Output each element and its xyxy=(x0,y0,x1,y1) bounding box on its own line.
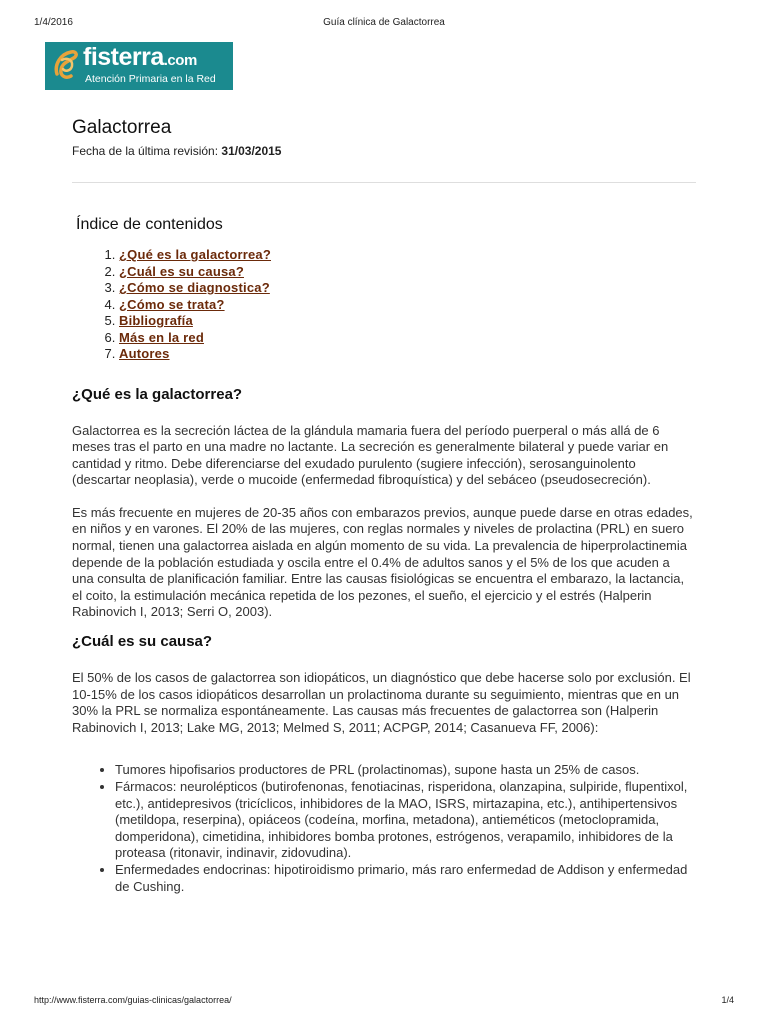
toc-item xyxy=(119,247,696,264)
paragraph: Es más frecuente en mujeres de 20-35 años con embarazos previos, aunque puede darse en otras edades, en niños y en varones. El 20% de las mujeres, con reglas normales y niveles de prolactina (PRL) en suero normal, tienen una galactorrea aislada en algún momento de su vida. La prevalencia de hiperprolactinemia depende de la población estudiada y oscila entre el 0.4% de adultos sanos y el 5% de los que acuden a una consulta de planificación familiar. Entre las causas fisiológicas se encuentra el embarazo, la lactancia, el coito, la estimulación mecánica repetida de los pezones, el sueño, el ejercicio y el estrés (Halperin Rabinovich I, 2013; Serri O, 2003). xyxy=(72,504,693,620)
toc-link-authors[interactable]: Autores xyxy=(119,346,170,361)
print-header xyxy=(34,17,734,31)
revision-date: 31/03/2015 xyxy=(221,144,282,158)
article-main xyxy=(72,116,696,895)
revision-label: Fecha de la última revisión: xyxy=(72,144,219,158)
list-item: • Fármacos: neurolépticos (butirofenonas, fenotiacinas, risperidona, olanzapina, sulpiride, flupentixol, etc.), antidepresivos (tricíclicos, inhibidores de la MAO, ISRS, mirtazapina, etc.), antihipertensivos (metildopa, reserpina), opiáceos (codeína, morfina, metadona), antieméticos (metoclopramida, domperidona), cimetidina, inhibidores bomba protones, estrógenos, verapamilo, inhibidores de la proteasa (ritonavir, indinavir, zidovudina). xyxy=(115,779,701,862)
table-of-contents xyxy=(72,247,696,363)
fisterra-logo[interactable] xyxy=(45,42,233,90)
divider xyxy=(72,182,696,183)
page-number: 1/4 xyxy=(721,995,734,1005)
print-footer xyxy=(34,995,734,1009)
fisterra-emblem-icon xyxy=(53,48,79,82)
toc-item xyxy=(119,313,696,330)
toc-item xyxy=(119,346,696,363)
page-url: http://www.fisterra.com/guias-clinicas/galactorrea/ xyxy=(34,995,232,1005)
section-title-cause: ¿Cuál es su causa? xyxy=(72,633,213,651)
toc-link-cause[interactable]: ¿Cuál es su causa? xyxy=(119,263,244,279)
print-page-title: Guía clínica de Galactorrea xyxy=(323,17,445,28)
print-date: 1/4/2016 xyxy=(34,17,73,28)
paragraph: El 50% de los casos de galactorrea son idiopáticos, un diagnóstico que debe hacerse solo por exclusión. El 10-15% de los casos idiopáticos desarrollan un prolactinoma durante su seguimiento, mientras que en un 30% la PRL se normaliza espontáneamente. Las causas más frecuentes de galactorrea son (Halperin Rabinovich I, 2013; Lake MG, 2013; Melmed S, 2011; ACPGP, 2014; Casanueva FF, 2006): xyxy=(72,670,691,735)
toc-item xyxy=(119,330,696,347)
logo-brand: fisterra.com xyxy=(83,43,197,71)
page-title: Galactorrea xyxy=(72,117,172,138)
logo-tagline: Atención Primaria en la Red xyxy=(85,73,216,85)
toc-title: Índice de contenidos xyxy=(76,216,223,233)
toc-item xyxy=(119,297,696,314)
toc-link-treatment[interactable]: ¿Cómo se trata? xyxy=(119,296,225,312)
toc-link-bibliography[interactable]: Bibliografía xyxy=(119,313,193,328)
causes-list xyxy=(72,762,701,895)
toc-link-what[interactable]: ¿Qué es la galactorrea? xyxy=(119,247,271,262)
revision-line xyxy=(72,143,696,159)
toc-link-diagnosis[interactable]: ¿Cómo se diagnostica? xyxy=(119,280,270,295)
section-title-what: ¿Qué es la galactorrea? xyxy=(72,385,243,403)
paragraph: Galactorrea es la secreción láctea de la glándula mamaria fuera del período puerperal o más allá de 6 meses tras el parto en una madre no lactante. La secreción es generalmente bilateral y puede variar en cantidad y ritmo. Debe diferenciarse del exudado purulento (sugiere infección), serosanguinolento (descartar neoplasia), verde o mucoide (enfermedad fibroquística) y del sebáceo (pseudosecreción). xyxy=(72,422,669,488)
toc-item xyxy=(119,280,696,297)
list-item: • Tumores hipofisarios productores de PRL (prolactinomas), supone hasta un 25% de casos. xyxy=(115,762,701,779)
toc-item xyxy=(119,264,696,281)
toc-link-more[interactable]: Más en la red xyxy=(119,329,204,345)
list-item: • Enfermedades endocrinas: hipotiroidismo primario, más raro enfermedad de Addison y enfermedad de Cushing. xyxy=(115,862,701,895)
